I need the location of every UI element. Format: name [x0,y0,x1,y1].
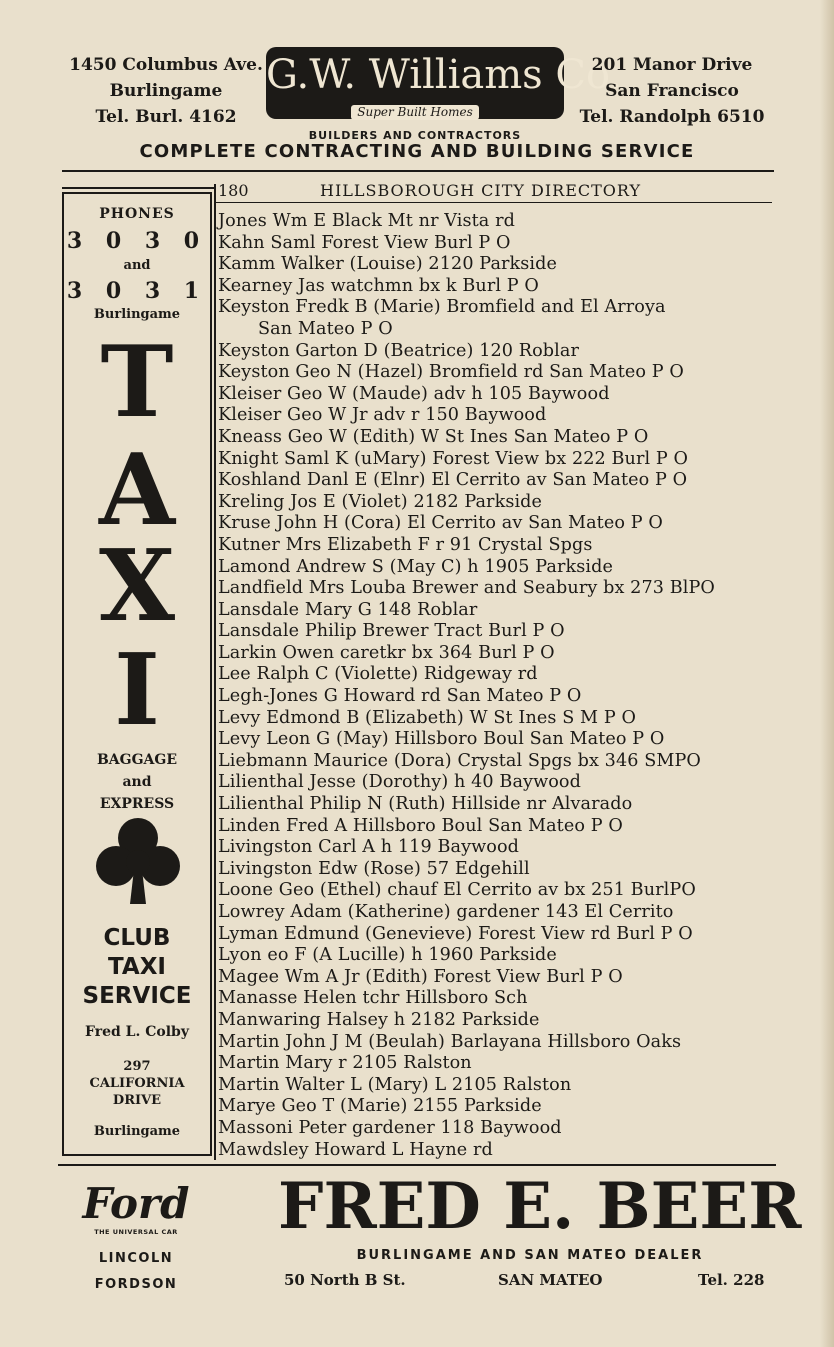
address-street: DRIVE [112,1093,162,1108]
company-tagline: Super Built Homes [351,105,478,120]
city-label: Burlingame [93,307,181,322]
directory-entry: Linden Fred A Hillsboro Boul San Mateo P O [218,815,623,836]
dealer-line: BURLINGAME AND SAN MATEO DEALER [356,1248,704,1263]
directory-entry: Kleiser Geo W (Maude) adv h 105 Baywood [218,383,610,404]
directory-entry: Lee Ralph C (Violette) Ridgeway rd [218,664,538,685]
directory-entries [218,211,778,1161]
directory-entry: Livingston Edw (Rose) 57 Edgehill [218,858,530,879]
dealer-phone: Tel. 228 [698,1271,765,1289]
directory-entry: Keyston Geo N (Hazel) Bromfield rd San Mateo P O [218,362,684,383]
directory-entry-continuation: San Mateo P O [258,318,393,339]
directory-entry: Larkin Owen caretkr bx 364 Burl P O [218,642,555,663]
phones-label: PHONES [99,206,175,222]
directory-entry: Manasse Helen tchr Hillsboro Sch [218,988,528,1009]
directory-entry: Knight Saml K (uMary) Forest View bx 222 Burl P O [218,448,689,469]
directory-entry: Manwaring Halsey h 2182 Parkside [218,1009,540,1030]
directory-entry: Levy Edmond B (Elizabeth) W St Ines S M P O [218,707,637,728]
directory-entry: Magee Wm A Jr (Edith) Forest View Burl P O [218,966,623,987]
directory-entry: Kreling Jos E (Violet) 2182 Parkside [218,491,543,512]
directory-entry: Mawdsley Howard L Hayne rd [218,1139,493,1160]
directory-entry: Landfield Mrs Louba Brewer and Seabury bx 273 BlPO [218,578,715,599]
directory-entry: Kruse John H (Cora) El Cerrito av San Mateo P O [218,513,663,534]
city-line: San Francisco [605,81,739,101]
svg-text:Ford: Ford [82,1179,190,1228]
service-label: SERVICE [82,983,192,1009]
company-name: G.W. Williams Co. [266,52,623,98]
directory-entry: Livingston Carl A h 119 Baywood [218,837,520,858]
directory-entry: Lyon eo F (A Lucille) h 1960 Parkside [218,945,557,966]
directory-entry: Kneass Geo W (Edith) W St Ines San Mateo P O [218,426,649,447]
running-head: HILLSBOROUGH CITY DIRECTORY [320,181,642,200]
phone-number: 3 0 3 0 [66,228,208,254]
directory-entry: Keyston Garton D (Beatrice) 120 Roblar [218,340,580,361]
header-left-address [66,52,266,130]
directory-entry: Martin Mary r 2105 Ralston [218,1053,472,1074]
directory-entry: Levy Leon G (May) Hillsboro Boul San Mateo P O [218,729,665,750]
owner-name: Fred L. Colby [85,1024,189,1040]
taxi-letter: X [98,529,176,644]
address-line: 1450 Columbus Ave. [69,55,263,75]
club-suit-icon [96,814,180,914]
phone-number: 3 0 3 1 [66,278,208,304]
address-street: CALIFORNIA [89,1076,185,1091]
divider [62,170,774,172]
builders-line: BUILDERS AND CONTRACTORS [308,129,522,142]
directory-entry: Lamond Andrew S (May C) h 1905 Parkside [218,556,613,577]
column-divider [214,184,216,1160]
directory-entry: Lilienthal Philip N (Ruth) Hillside nr Alvarado [218,794,633,815]
header-right-address [568,52,776,130]
directory-entry: Kleiser Geo W Jr adv r 150 Baywood [218,405,547,426]
ford-logo [60,1178,212,1230]
directory-entry: Lansdale Philip Brewer Tract Burl P O [218,621,565,642]
directory-entry: Kamm Walker (Louise) 2120 Parkside [218,254,558,275]
divider [58,1164,776,1166]
phone-line: Tel. Burl. 4162 [95,107,237,127]
directory-entry: Lowrey Adam (Katherine) gardener 143 El Cerrito [218,902,674,922]
fordson-label: FORDSON [94,1277,178,1292]
divider [216,202,772,203]
taxi-letter: T [100,325,174,440]
directory-entry: Massoni Peter gardener 118 Baywood [218,1117,562,1138]
dealer-city: SAN MATEO [498,1271,603,1289]
directory-entry: Martin Walter L (Mary) L 2105 Ralston [218,1074,572,1095]
directory-entry: Lansdale Mary G 148 Roblar [218,599,478,620]
address-number: 297 [123,1059,151,1074]
page-edge [820,0,834,1347]
taxi-letter: A [98,433,176,548]
directory-entry: Loone Geo (Ethel) chauf El Cerrito av bx 251 BurlPO [218,880,696,901]
directory-entry: Lilienthal Jesse (Dorothy) h 40 Baywood [218,772,581,793]
service-banner: COMPLETE CONTRACTING AND BUILDING SERVICE [139,141,695,162]
directory-entry: Martin John J M (Beulah) Barlayana Hillsboro Oaks [218,1031,682,1052]
directory-entry: Liebmann Maurice (Dora) Crystal Spgs bx 346 SMPO [218,750,701,771]
taxi-letter: I [114,633,160,748]
directory-entry: Kahn Saml Forest View Burl P O [218,232,511,253]
dealer-address: 50 North B St. [284,1271,406,1289]
taxi-advertisement [62,192,212,1156]
dealer-name: FRED E. BEER [278,1169,802,1244]
page-number: 180 [218,181,249,200]
city-line: Burlingame [109,81,223,101]
baggage-label: BAGGAGE [96,752,178,768]
taxi-label: TAXI [108,954,166,980]
lincoln-label: LINCOLN [98,1251,174,1266]
and-label: and [122,774,152,790]
directory-entry: Keyston Fredk B (Marie) Bromfield and El Arroya [218,297,666,318]
city-label: Burlingame [93,1124,181,1139]
directory-entry: Marye Geo T (Marie) 2155 Parkside [218,1096,542,1117]
ford-tagline: THE UNIVERSAL CAR [94,1228,178,1236]
phone-line: Tel. Randolph 6510 [579,107,765,127]
divider [62,187,216,189]
directory-entry: Jones Wm E Black Mt nr Vista rd [218,211,515,231]
williams-logo [266,47,623,119]
and-label: and [123,258,151,273]
club-label: CLUB [103,925,171,951]
directory-entry: Koshland Danl E (Elnr) El Cerrito av San Mateo P O [218,470,688,491]
address-line: 201 Manor Drive [591,55,753,75]
directory-entry: Lyman Edmund (Genevieve) Forest View rd Burl P O [218,923,693,944]
directory-entry: Legh-Jones G Howard rd San Mateo P O [218,686,582,707]
directory-entry: Kutner Mrs Elizabeth F r 91 Crystal Spgs [218,534,593,555]
express-label: EXPRESS [99,796,175,812]
directory-entry: Kearney Jas watchmn bx k Burl P O [218,275,539,296]
